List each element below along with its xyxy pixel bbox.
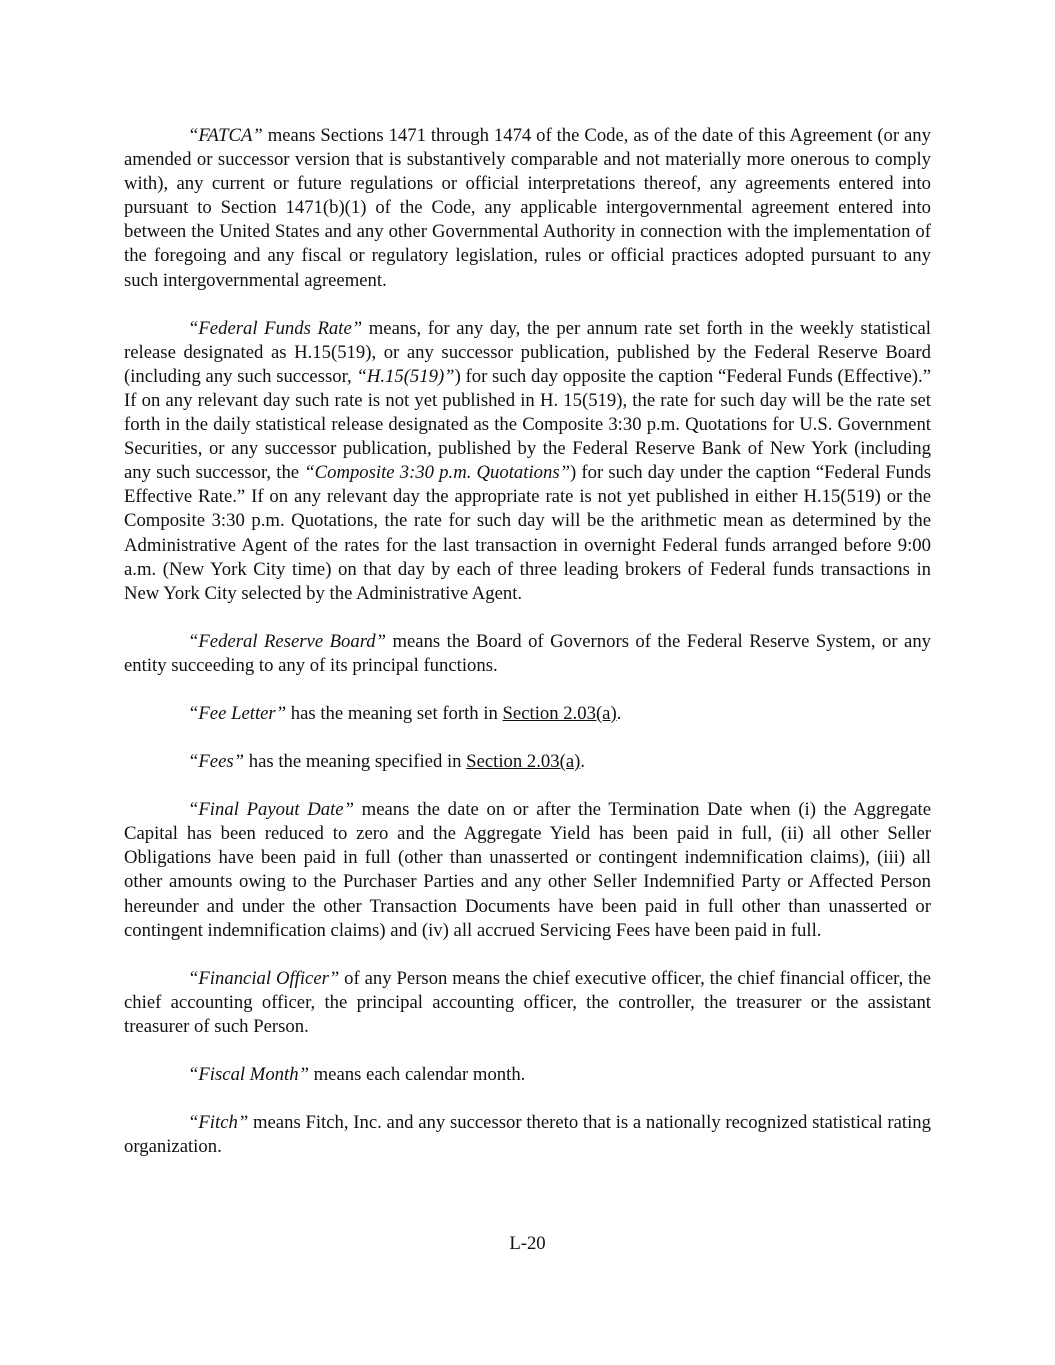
definitions-section	[124, 124, 931, 1183]
definition-text: has the meaning set forth in	[286, 702, 503, 724]
defined-term: “Fees”	[188, 751, 245, 773]
definition-text: .	[580, 751, 586, 773]
definition-text: means, for any day, the per annum rate set forth in the weekly statistical release designated as H.15(519), or any successor publication, published by the Federal Reserve Board (including any such successor,	[124, 317, 931, 387]
definition-text: means Fitch, Inc. and any successor thereto that is a nationally recognized statistical rating organization.	[124, 1112, 931, 1158]
defined-term: “Federal Reserve Board”	[188, 630, 387, 652]
definition-federal-reserve-board	[124, 630, 931, 678]
definition-fatca	[124, 124, 931, 293]
definition-text: ) for such day opposite the caption “Federal Funds (Effective).” If on any relevant day such rate is not yet published in H. 15(519), the rate for such day will be the rate set forth in the daily statistical release designated as the Composite 3:30 p.m. Quotations for U.S. Government Securities, or any successor publication, published by the Federal Reserve Bank of New York (including any such successor, the	[124, 365, 931, 484]
definition-fitch	[124, 1111, 931, 1159]
inline-defined-term: “H.15(519)”	[356, 365, 455, 387]
defined-term: “FATCA”	[188, 125, 263, 146]
definition-fees	[124, 750, 931, 774]
definition-fee-letter	[124, 702, 931, 726]
definition-final-payout-date	[124, 798, 931, 943]
definition-text: means Sections 1471 through 1474 of the Code, as of the date of this Agreement (or any amended or successor version that is substantively comparable and not materially more onerous to comply with), any current or future regulations or official interpretations thereof, any agreements entered into pursuant to Section 1471(b)(1) of the Code, any applicable intergovernmental agreement entered into between the United States and any other Governmental Authority in connection with the implementation of the foregoing and any fiscal or regulatory legislation, rules or official practices adopted pursuant to any such intergovernmental agreement.	[124, 125, 931, 291]
definition-text: has the meaning specified in	[244, 751, 467, 773]
definition-financial-officer	[124, 967, 931, 1039]
definition-text: means each calendar month.	[308, 1064, 526, 1085]
section-reference: Section 2.03(a)	[466, 751, 581, 773]
definition-federal-funds-rate	[124, 317, 931, 606]
defined-term: “Federal Funds Rate”	[188, 317, 363, 339]
defined-term: “Fitch”	[188, 1112, 249, 1134]
defined-term: “Fiscal Month”	[188, 1064, 309, 1085]
definition-text: means the Board of Governors of the Federal Reserve System, or any entity succeeding to any of its principal functions.	[124, 630, 932, 676]
definition-text: ) for such day under the caption “Federal Funds Effective Rate.” If on any relevant day the appropriate rate is not yet published in either H.15(519) or the Composite 3:30 p.m. Quotations, the rate for such day will be the arithmetic mean as determined by the Administrative Agent of the rates for the last transaction in overnight Federal funds arranged before 9:00 a.m. (New York City time) on that day by each of three leading brokers of Federal funds transactions in New York City selected by the Administrative Agent.	[124, 462, 931, 604]
inline-defined-term: “Composite 3:30 p.m. Quotations”	[304, 462, 570, 484]
definition-text: .	[616, 702, 622, 724]
page-number: L-20	[509, 1233, 546, 1254]
definition-text: means the date on or after the Termination Date when (i) the Aggregate Capital has been reduced to zero and the Aggregate Yield has been paid in full, (ii) all other Seller Obligations have been paid in full (other than unasserted or contingent indemnification claims), (iii) all other amounts owing to the Purchaser Parties and any other Seller Indemnified Party or Affected Person hereunder and under the other Transaction Documents have been paid in full other than unasserted or contingent indemnification claims) and (iv) all accrued Servicing Fees have been paid in full.	[124, 799, 932, 941]
definition-text: of any Person means the chief executive officer, the chief financial officer, the chief accounting officer, the principal accounting officer, the controller, the treasurer or the assistant treasurer of such Person.	[124, 967, 931, 1037]
definition-fiscal-month	[124, 1063, 931, 1087]
section-reference: Section 2.03(a)	[502, 702, 617, 724]
defined-term: “Financial Officer”	[188, 967, 340, 989]
defined-term: “Fee Letter”	[188, 702, 287, 724]
defined-term: “Final Payout Date”	[188, 799, 354, 821]
